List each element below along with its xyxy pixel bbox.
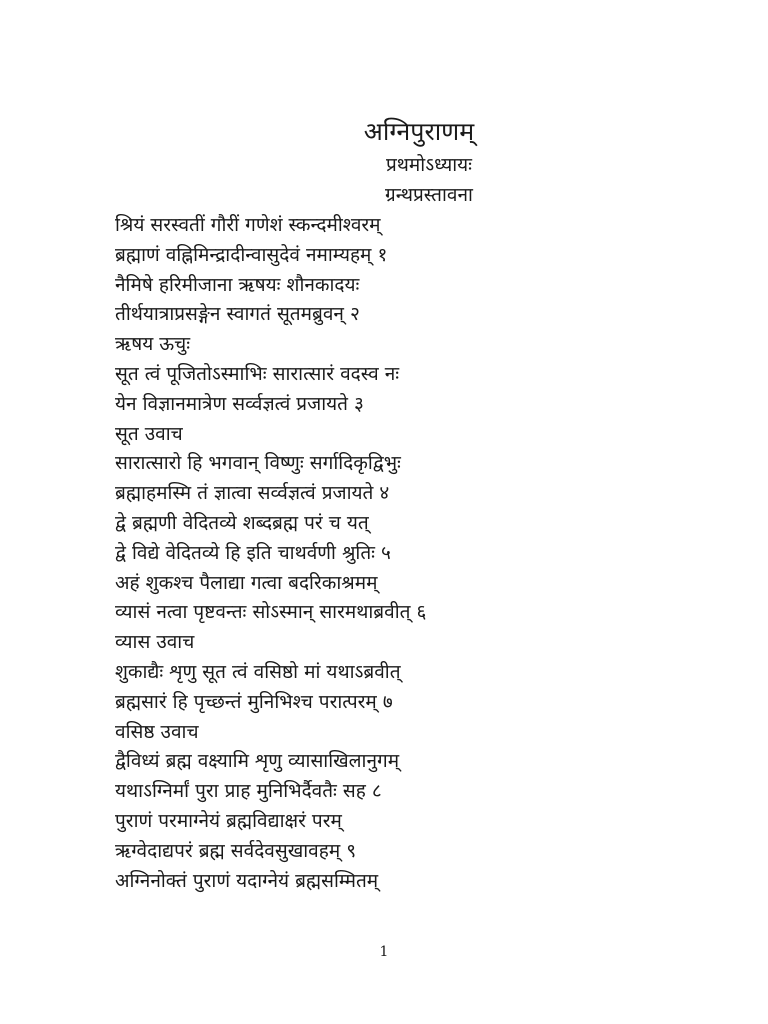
speaker-line: सूत उवाच (115, 422, 183, 445)
verse-list (115, 211, 755, 896)
verse-line: यथाऽग्निर्मां पुरा प्राह मुनिभिर्दैवतैः सह ८ (115, 780, 382, 803)
document-title: अग्निपुराणम् (363, 117, 475, 146)
verse-line: पुराणं परमाग्नेयं ब्रह्मविद्याक्षरं परम् (115, 809, 342, 832)
verse-line: द्वे विद्ये वेदितव्ये हि इति चाथर्वणी श्रुतिः ५ (115, 541, 391, 564)
verse-line: ऋग्वेदाद्यपरं ब्रह्म सर्वदेवसुखावहम् ९ (115, 839, 357, 862)
speaker-line: वसिष्ठ उवाच (115, 720, 199, 743)
speaker-line: ऋषय ऊचुः (115, 333, 191, 356)
verse-line: सूत त्वं पूजितोऽस्माभिः सारात्सारं वदस्व नः (115, 362, 400, 385)
verse-line: सारात्सारो हि भगवान् विष्णुः सर्गादिकृद्विभुः (115, 452, 401, 475)
verse-line: ब्रह्मसारं हि पृच्छन्तं मुनिभिश्च परात्परम् ७ (115, 690, 393, 713)
verse-line: अहं शुकश्च पैलाद्या गत्वा बदरिकाश्रमम् (115, 571, 378, 594)
speaker-line: व्यास उवाच (115, 631, 195, 654)
page-number: 1 (379, 944, 389, 960)
verse-line: येन विज्ञानमात्रेण सर्व्वज्ञत्वं प्रजायते ३ (115, 392, 364, 415)
verse-line: श्रियं सरस्वतीं गौरीं गणेशं स्कन्दमीश्वरम् (115, 214, 381, 236)
verse-line: नैमिषे हरिमीजाना ऋषयः शौनकादयः (115, 273, 360, 296)
verse-line: अग्निनोक्तं पुराणं यदाग्नेयं ब्रह्मसम्मितम् (115, 869, 379, 892)
verse-line: ब्रह्माहमस्मि तं ज्ञात्वा सर्व्वज्ञत्वं प्रजायते ४ (115, 482, 390, 505)
verse-line: व्यासं नत्वा पृष्टवन्तः सोऽस्मान् सारमथाब्रवीत् ६ (115, 601, 427, 624)
chapter-heading: प्रथमोऽध्यायः (385, 154, 473, 176)
verse-line: द्वैविध्यं ब्रह्म वक्ष्यामि शृणु व्यासाखिलानुगम् (115, 750, 400, 773)
verse-line: द्वे ब्रह्मणी वेदितव्ये शब्दब्रह्म परं च यत् (115, 511, 369, 534)
section-heading: ग्रन्थप्रस्तावना (385, 184, 473, 206)
verse-line: तीर्थयात्राप्रसङ्गेन स्वागतं सूतमब्रुवन् २ (115, 303, 360, 326)
verse-line: शुकाद्यैः शृणु सूत त्वं वसिष्ठो मां यथाऽब्रवीत् (115, 660, 401, 683)
verse-line: ब्रह्माणं वह्निमिन्द्रादीन्वासुदेवं नमाम्यहम् १ (115, 243, 388, 266)
